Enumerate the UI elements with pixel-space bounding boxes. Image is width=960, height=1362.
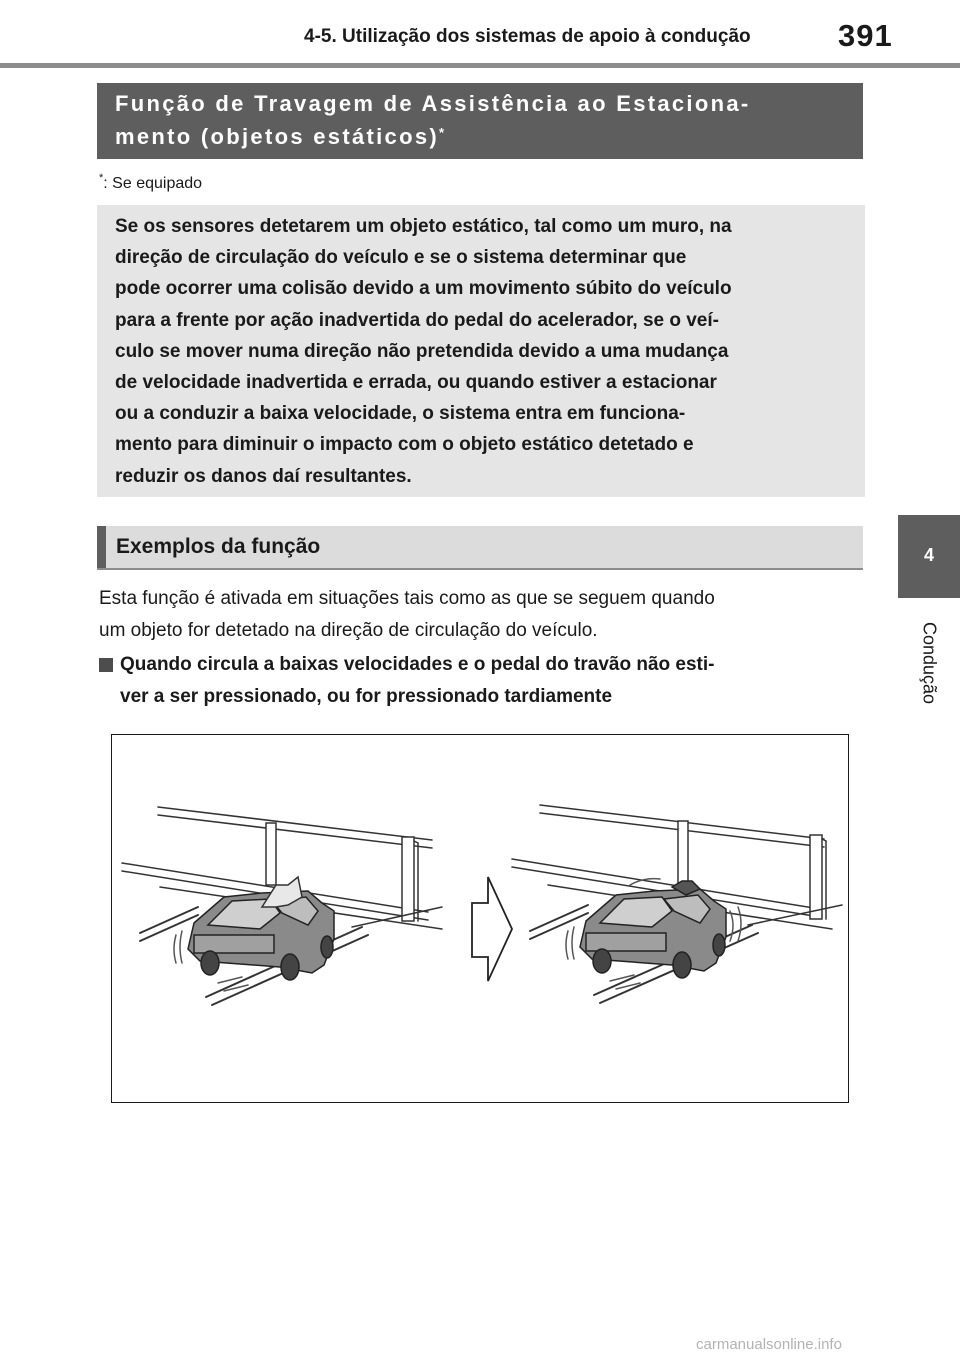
header-section-title: 4-5. Utilização dos sistemas de apoio à condução bbox=[304, 26, 751, 47]
intro-line: direção de circulação do veículo e se o sistema determinar que bbox=[115, 247, 687, 269]
examples-body bbox=[99, 583, 859, 647]
bullet-text bbox=[120, 649, 860, 713]
heading-accent-bar bbox=[97, 526, 106, 568]
chapter-name: Condução bbox=[919, 621, 940, 705]
chapter-tab[interactable] bbox=[898, 515, 960, 598]
watermark: carmanualsonline.info bbox=[696, 1336, 842, 1353]
examples-heading-text: Exemplos da função bbox=[116, 535, 321, 558]
transition-arrow-icon bbox=[472, 877, 512, 981]
footnote-marker: * bbox=[99, 172, 104, 184]
intro-box bbox=[97, 205, 865, 497]
footnote bbox=[99, 172, 203, 193]
body-line: um objeto for detetado na direção de circulação do veículo. bbox=[99, 620, 598, 641]
intro-line: mento para diminuir o impacto com o objeto estático detetado e bbox=[115, 434, 694, 456]
page-number: 391 bbox=[838, 18, 893, 53]
intro-line: reduzir os danos daí resultantes. bbox=[115, 465, 412, 487]
section-title-line2: mento (objetos estáticos) bbox=[115, 124, 439, 149]
bullet-line: ver a ser pressionado, ou for pressionado tardiamente bbox=[120, 686, 613, 707]
header-rule bbox=[0, 63, 960, 68]
section-title-line1: Função de Travagem de Assistência ao Estaciona- bbox=[115, 91, 751, 116]
section-title bbox=[115, 87, 750, 153]
right-car bbox=[580, 889, 726, 978]
intro-line: culo se mover numa direção não pretendida devido a uma mudança bbox=[115, 340, 729, 362]
intro-text bbox=[115, 211, 855, 492]
intro-line: de velocidade inadvertida e errada, ou quando estiver a estacionar bbox=[115, 372, 717, 394]
examples-heading bbox=[97, 526, 863, 570]
footnote-text: : Se equipado bbox=[103, 175, 203, 192]
chapter-name-label bbox=[913, 608, 945, 718]
bullet-line: Quando circula a baixas velocidades e o pedal do travão não esti- bbox=[120, 654, 715, 675]
body-line: Esta função é ativada em situações tais como as que se seguem quando bbox=[99, 588, 715, 609]
bullet-square-icon bbox=[99, 658, 113, 672]
parking-illustration bbox=[112, 735, 850, 1104]
left-car bbox=[188, 891, 334, 980]
illustration-frame bbox=[111, 734, 849, 1103]
section-title-box bbox=[97, 83, 863, 159]
section-title-marker: * bbox=[438, 125, 445, 140]
intro-line: Se os sensores detetarem um objeto estático, tal como um muro, na bbox=[115, 216, 732, 237]
intro-line: para a frente por ação inadvertida do pedal do acelerador, se o veí- bbox=[115, 309, 719, 331]
chapter-number: 4 bbox=[923, 545, 934, 565]
intro-line: pode ocorrer uma colisão devido a um movimento súbito do veículo bbox=[115, 278, 732, 300]
intro-line: ou a conduzir a baixa velocidade, o sistema entra em funciona- bbox=[115, 403, 686, 425]
